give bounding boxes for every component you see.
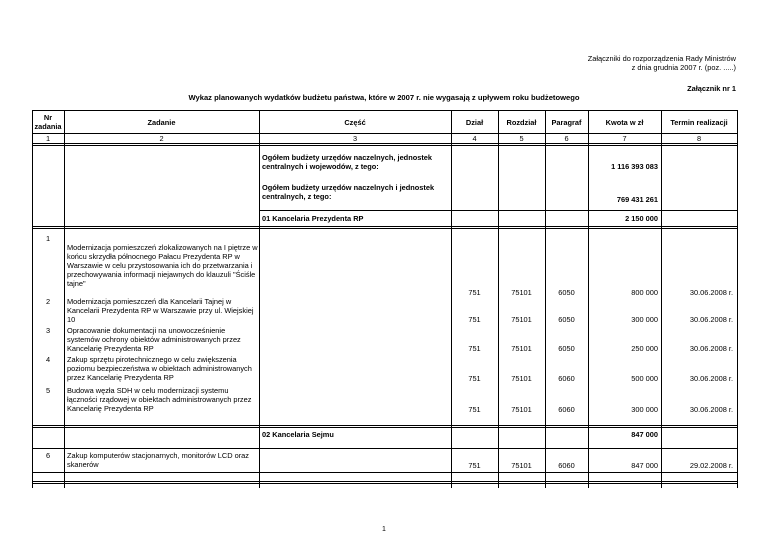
document-title: Wykaz planowanych wydatków budżetu państwa, które w 2007 r. nie wygasają z upływem roku budżetowego	[188, 93, 580, 102]
dzial-value: 751	[468, 405, 481, 414]
central-label: Ogółem budżety urzędów naczelnych i jednostek centralnych, z tego:	[262, 183, 435, 201]
amount-value: 300 000	[631, 405, 658, 414]
amount-value: 800 000	[631, 288, 658, 297]
column-number: 6	[564, 134, 569, 143]
column-number: 7	[622, 134, 627, 143]
column-header-rozdzial: Rozdział	[506, 118, 537, 127]
column-number: 3	[352, 134, 358, 143]
rozdzial-value: 75101	[511, 461, 532, 470]
deadline-value: 29.02.2008 r.	[689, 461, 733, 470]
paragraf-value: 6050	[558, 288, 575, 297]
task-description: Zakup komputerów stacjonarnych, monitorów LCD oraz skanerów	[67, 451, 249, 469]
column-number: 1	[45, 134, 51, 143]
deadline-value: 30.06.2008 r.	[689, 374, 733, 383]
amount-value: 847 000	[631, 461, 658, 470]
amount-value: 500 000	[631, 374, 658, 383]
paragraf-value: 6050	[558, 315, 575, 324]
column-number: 5	[519, 134, 524, 143]
column-header-nr: Nr zadania	[34, 113, 62, 131]
rozdzial-value: 75101	[511, 288, 532, 297]
dzial-value: 751	[468, 461, 481, 470]
row-number: 3	[45, 326, 51, 335]
column-header-termin: Termin realizacji	[670, 118, 728, 127]
amount-value: 300 000	[631, 315, 658, 324]
total-label: Ogółem budżety urzędów naczelnych, jednostek centralnych i wojewodów, z tego:	[262, 153, 433, 171]
row-number: 1	[45, 234, 51, 243]
dzial-value: 751	[468, 374, 481, 383]
total-value: 1 116 393 083	[611, 162, 658, 171]
dzial-value: 751	[468, 315, 481, 324]
section-title: 01 Kancelaria Prezydenta RP	[262, 214, 364, 223]
paragraf-value: 6060	[558, 461, 575, 470]
dzial-value: 751	[468, 344, 481, 353]
column-header-zadanie: Zadanie	[147, 118, 176, 127]
section-title: 02 Kancelaria Sejmu	[262, 430, 334, 439]
deadline-value: 30.06.2008 r.	[689, 405, 733, 414]
column-header-kwota: Kwota w zł	[605, 118, 644, 127]
task-description: Budowa węzła SDH w celu modernizacji systemu łączności rządowej w obiektach administrowanych przez Kancelarię Prezydenta RP	[67, 386, 252, 413]
row-number: 5	[45, 386, 51, 395]
attachment-label: Załącznik nr 1	[687, 84, 736, 93]
row-number: 6	[45, 451, 51, 460]
dzial-value: 751	[468, 288, 481, 297]
column-header-paragraf: Paragraf	[551, 118, 582, 127]
task-description: Modernizacja pomieszczeń dla Kancelarii Tajnej w Kancelarii Prezydenta RP w Warszawie przy ul. Wiejskiej 10	[67, 297, 254, 324]
deadline-value: 30.06.2008 r.	[689, 344, 733, 353]
section-amount: 847 000	[631, 430, 658, 439]
central-value: 769 431 261	[616, 195, 658, 204]
task-description: Modernizacja pomieszczeń zlokalizowanych na I piętrze w końcu skrzydła północnego Pałacu Prezydenta RP w Warszawie w celu przystosowania ich do przetwarzania i przechowywania informacji niejawnych do klauzuli "Ściśle tajne"	[67, 243, 258, 288]
task-description: Zakup sprzętu pirotechnicznego w celu zwiększenia poziomu bezpieczeństwa w obiektach administrowanych przez Kancelarię Prezydenta RP	[67, 355, 252, 382]
page-number: 1	[382, 526, 386, 533]
paragraf-value: 6060	[558, 405, 575, 414]
rozdzial-value: 75101	[511, 315, 532, 324]
column-number: 4	[472, 134, 477, 143]
paragraf-value: 6060	[558, 374, 575, 383]
deadline-value: 30.06.2008 r.	[689, 288, 733, 297]
row-number: 2	[45, 297, 51, 306]
regulation-reference: Załączniki do rozporządzenia Rady Ministrów	[587, 54, 736, 63]
rozdzial-value: 75101	[511, 344, 532, 353]
paragraf-value: 6050	[558, 344, 575, 353]
rozdzial-value: 75101	[511, 374, 532, 383]
regulation-date: z dnia grudnia 2007 r. (poz. .....)	[631, 63, 736, 72]
amount-value: 250 000	[631, 344, 658, 353]
column-number: 2	[159, 134, 164, 143]
task-description: Opracowanie dokumentacji na unowocześnienie systemów ochrony obiektów administrowanych przez Kancelarię Prezydenta RP	[67, 326, 241, 353]
column-header-dzial: Dział	[465, 118, 484, 127]
deadline-value: 30.06.2008 r.	[689, 315, 733, 324]
section-amount: 2 150 000	[625, 214, 658, 223]
rozdzial-value: 75101	[511, 405, 532, 414]
column-number: 8	[696, 134, 702, 143]
row-number: 4	[45, 355, 51, 364]
column-header-czesc: Część	[344, 118, 366, 127]
